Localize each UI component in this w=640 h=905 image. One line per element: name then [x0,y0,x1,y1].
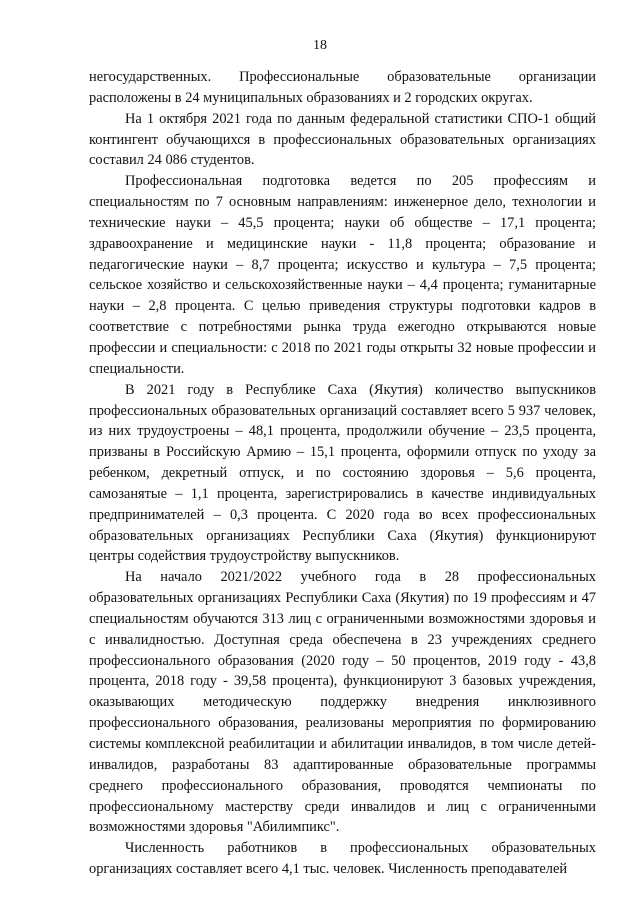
paragraph-1: негосударственных. Профессиональные образовательные организации расположены в 24 муниципальных образованиях и 2 городских округах. [89,69,596,106]
paragraph-4: В 2021 году в Республике Саха (Якутия) количество выпускников профессиональных образовательных организаций составляет всего 5 937 человек, из них трудоустроены – 48,1 процента, продолжили обучение – 23,5 процента, призваны в Российскую Армию – 15,1 процента, оформили отпуск по уходу за ребенком, декретный отпуск, и по состоянию здоровья – 5,6 процента, самозанятые – 1,1 процента, зарегистрировались в качестве индивидуальных предпринимателей – 0,3 процента. С 2020 года во всех профессиональных образовательных организациях Республики Саха (Якутия) функционируют центры содействия трудоустройству выпускников. [89,381,596,565]
paragraph-2: На 1 октября 2021 года по данным федеральной статистики СПО-1 общий контингент обучающихся в профессиональных образовательных организациях составил 24 086 студентов. [89,110,596,169]
paragraph-3: Профессиональная подготовка ведется по 205 профессиям и специальностям по 7 основным направлениям: инженерное дело, технологии и технические науки – 45,5 процента; науки об обществе – 17,1 процента; здравоохранение и медицинские науки - 11,8 процента; образование и педагогические науки – 8,7 процента; искусство и культура – 7,5 процента; сельское хозяйство и сельскохозяйственные науки – 4,4 процента; гуманитарные науки – 2,8 процента. С целью приведения структуры подготовки кадров в соответствие с потребностями рынка труда ежегодно открываются новые профессии и специальности: с 2018 по 2021 годы открыты 32 новые профессии и специальности. [89,173,596,377]
paragraph-5: На начало 2021/2022 учебного года в 28 профессиональных образовательных организациях Республики Саха (Якутия) по 19 профессиям и 47 специальностям обучаются 313 лиц с ограниченными возможностями здоровья и с инвалидностью. Доступная среда обеспечена в 23 учреждениях среднего профессионального образования (2020 году – 50 процентов, 2019 году - 43,8 процента, 2018 году - 39,58 процента), функционируют 3 базовых учреждения, оказывающих методическую поддержку внедрения инклюзивного профессионального образования, реализованы мероприятия по формированию системы комплексной реабилитации и абилитации инвалидов, в том числе детей-инвалидов, разработаны 83 адаптированные образовательные программы среднего профессионального образования, проводятся чемпионаты по профессиональному мастерству среди инвалидов и лиц с ограниченными возможностями здоровья "Абилимпикс". [89,569,596,836]
page-number: 18 [313,38,327,53]
document-body [89,67,596,880]
paragraph-6: Численность работников в профессиональных образовательных организациях составляет всего 4,1 тыс. человек. Численность преподавателей [89,840,596,878]
